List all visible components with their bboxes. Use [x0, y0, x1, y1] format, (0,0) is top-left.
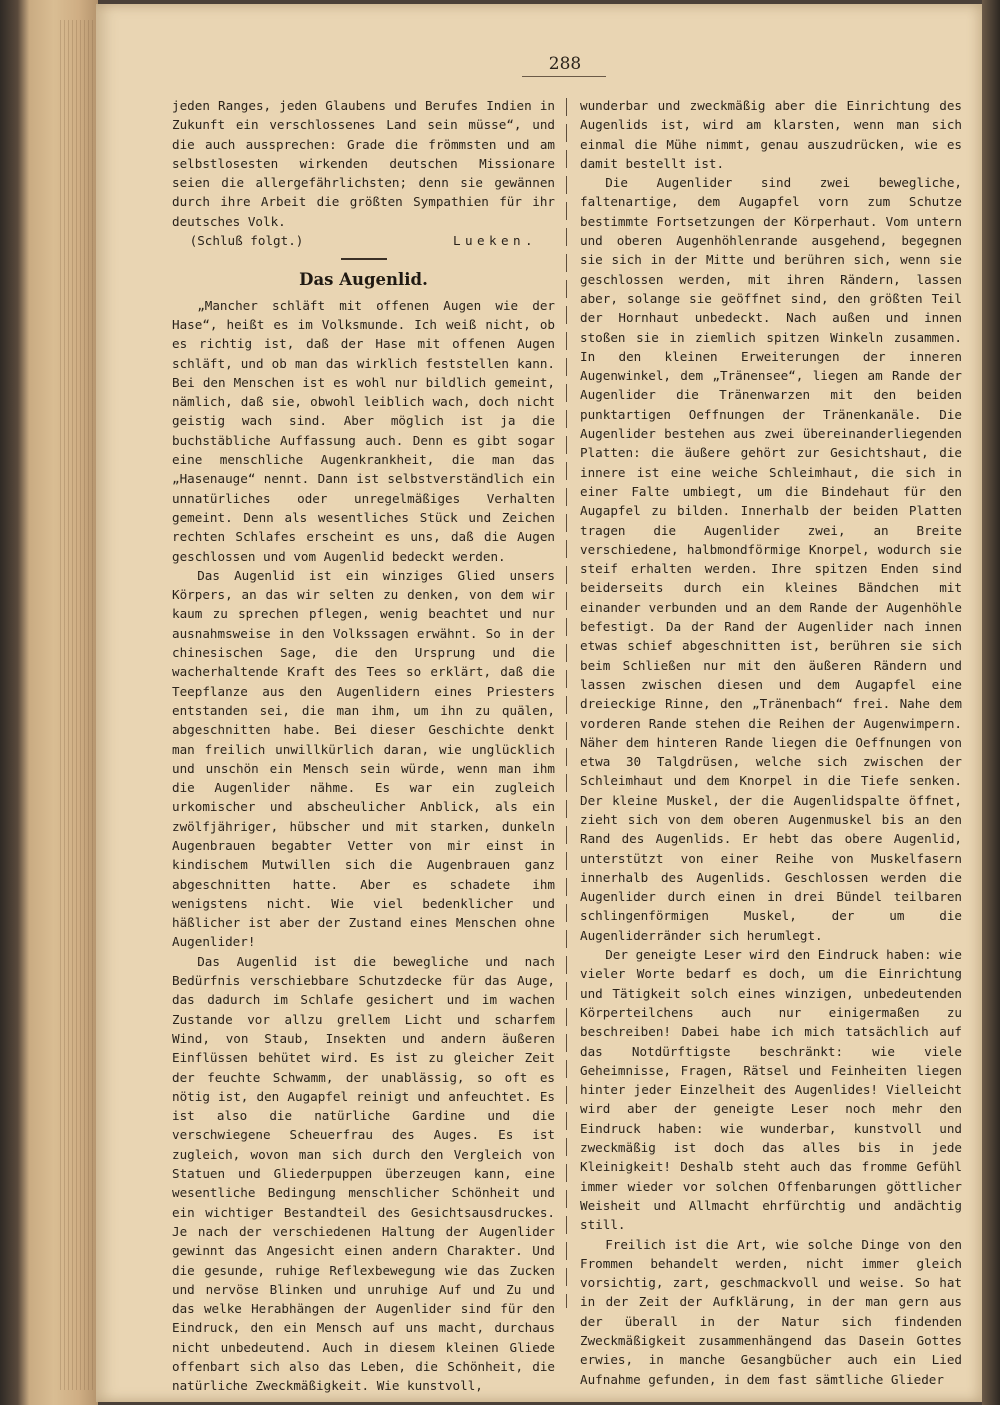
section-rule [341, 258, 387, 260]
paragraph: Die Augenlider sind zwei bewegliche, faltenartige, dem Augapfel vorn zum Schutze bestimmte Fortsetzungen der Körperhaut. Vom untern und oberen Augenhöhlenrande ausgehend, begegnen sie sich in der Mitte und berühren sich, wenn sie geschlossen werden, mit ihren Rändern, lassen aber, solange sie geöffnet sind, den größten Teil der Hornhaut unbedeckt. Nach außen und innen stoßen sie in ziemlich spitzen Winkeln zusammen. In den kleinen Erweiterungen der inneren Augenwinkel, dem „Tränensee“, liegen am Rande der Augenlider die Tränenwarzen mit den beiden punktartigen Oeffnungen der Tränenkanäle. Die Augenlider bestehen aus zwei übereinanderliegenden Platten: die äußere gehört zur Gesichtshaut, die innere ist eine weiche Schleimhaut, die sich in einer Falte umbiegt, um die Bindehaut für den Augapfel zu bilden. Innerhalb der beiden Platten tragen die Augenlider zwei, an Breite verschiedene, halbmondförmige Knorpel, wodurch sie steif erhalten werden. Ihre spitzen Enden sind beiderseits durch ein kleines Bändchen mit einander verbunden und an dem Rande der Augenhöhle befestigt. Da der Rand der Augenlider nach innen etwas schief abgeschnitten ist, berühren sie sich beim Schließen nur mit den äußeren Rändern und lassen zwischen diesen und dem Augapfel eine dreieckige Rinne, den „Tränenbach“ frei. Nahe dem vorderen Rande stehen die Reihen der Augenwimpern. Näher dem hinteren Rande liegen die Oeffnungen von etwa 30 Talgdrüsen, welche sich zwischen der Schleimhaut und dem Knorpel in die Tiefe senken. Der kleine Muskel, der die Augenlidspalte öffnet, zieht sich von dem oberen Augenmuskel bis an den Rand des Augenlids. Er hebt das obere Augenlid, unterstützt von einer Reihe von Muskelfasern innerhalb des Augenlids. Geschlossen werden die Augenlider durch einen in drei Bündel teilbaren schlingenförmigen Muskel, der um die Augenliderränder sich herumlegt. [580, 175, 962, 943]
right-column [580, 96, 962, 1389]
page-number: 288 [548, 54, 582, 74]
book-binding-edge [982, 0, 1000, 1405]
author-name: Lueken. [453, 233, 537, 249]
column-divider [566, 98, 567, 1308]
paragraph: „Mancher schläft mit offenen Augen wie der Hase“, heißt es im Volksmunde. Ich weiß nicht, ob es richtig ist, daß der Hase mit offenen Augen schläft, und ob man das wirklich feststellen kann. Bei den Menschen ist es wohl nur bildlich gemeint, nämlich, daß sie, obwohl leiblich wach, doch nicht geistig wach sind. Aber möglich ist ja die buchstäbliche Auffassung auch. Denn es gibt sogar eine menschliche Augenkrankheit, die man das „Hasenauge“ nennt. Dann ist selbstverständlich ein unnatürliches oder unregelmäßiges Verhalten gemeint. Denn als wesentliches Stück und Zeichen rechten Schlafes erscheint es uns, daß die Augen geschlossen und vom Augenlid bedeckt werden. [172, 297, 555, 564]
left-column [172, 96, 555, 1396]
continuation-note: (Schluß folgt.) [189, 233, 304, 249]
previous-article-signature [172, 231, 555, 250]
paragraph: Das Augenlid ist die bewegliche und nach Bedürfnis verschiebbare Schutzdecke für das Auge, das dadurch im Schlafe gesichert und im wachen Zustande vor allzu grellem Licht und scharfem Wind, von Staub, Insekten und andern äußeren Einflüssen behütet wird. Es ist zu gleicher Zeit der feuchte Schwamm, der unablässig, so oft es nötig ist, den Augapfel reinigt und anfeuchtet. Es ist also die natürliche Gardine und die verschwiegene Scheuerfrau des Auges. Es ist zugleich, wovon man sich durch den Vergleich von Statuen und Gliederpuppen überzeugen kann, eine wesentliche Bedingung menschlicher Schönheit und ein wichtiger Bestandteil des Gesichtsausdruckes. Je nach der verschiedenen Haltung der Augenlider gewinnt das Angesicht einen andern Charakter. Und die gesunde, ruhige Reflexbewegung wie das Zucken und nervöse Blinken und unruhige Auf und Zu und das welke Herabhängen der Augenlider sind für den Eindruck, den ein Mensch auf uns macht, durchaus nicht unbedeutend. Auch in diesem kleinen Gliede offenbart sich also das Leben, die Schönheit, die natürliche Zweckmäßigkeit. Wie kunstvoll, [172, 953, 555, 1394]
paragraph: Das Augenlid ist ein winziges Glied unsers Körpers, an das wir selten zu denken, von dem wir kaum zu sprechen pflegen, wenig beachtet und nur ausnahmsweise in den Volkssagen erwähnt. So in der chinesischen Sage, die den Ursprung und die wacherhaltende Kraft des Tees so erklärt, daß die Teepflanze aus den Augenlidern eines Priesters entstanden sei, die man ihm, um ihn zu quälen, abgeschnitten habe. Bei dieser Geschichte denkt man freilich unwillkürlich daran, wie unglücklich und unschön ein Mensch sein würde, wenn man ihm die Augenlider nähme. Es war ein zugleich urkomischer und abscheulicher Anblick, als ein zwölfjähriger, hübscher und mit starken, dunkeln Augenbrauen begabter Vetter von mir einst in kindischem Mutwillen sich die Augenbrauen ganz abgeschnitten hatte. Aber es schadete ihm wenigstens nicht. Wie viel bedenklicher und häßlicher ist aber der Zustand eines Menschen ohne Augenlider! [172, 567, 555, 950]
paragraph: Der geneigte Leser wird den Eindruck haben: wie vieler Worte bedarf es doch, um die Einrichtung und Tätigkeit solch eines winzigen, unbedeutenden Körperteilchens auch nur einigermaßen zu beschreiben! Dabei habe ich mich tatsächlich auf das Notdürftigste beschränkt: wie viele Geheimnisse, Fragen, Rätsel und Feinheiten liegen hinter jeder Einzelheit des Augenlides! Vielleicht wird aber der geneigte Leser noch mehr den Eindruck haben: wie wunderbar, kunstvoll und zweckmäßig ist doch das alles bis in jede Kleinigkeit! Deshalb steht auch das fromme Gefühl immer wieder vor solchen Offenbarungen göttlicher Weisheit und Allmacht ehrfürchtig und andächtig still. [580, 947, 962, 1233]
page-edges [60, 20, 98, 1390]
page-number-rule [522, 76, 606, 77]
paragraph: Freilich ist die Art, wie solche Dinge von den Frommen behandelt werden, nicht immer gleich vorsichtig, zart, geschmackvoll und weise. So hat in der Zeit der Aufklärung, in der man gern aus der überall in der Natur sich findenden Zweckmäßigkeit zusammenhängend das Dasein Gottes erwies, in manche Gesangbücher auch ein Lied Aufnahme gefunden, in dem fast sämtliche Glieder [580, 1236, 962, 1387]
paragraph: wunderbar und zweckmäßig aber die Einrichtung des Augenlids ist, wird am klarsten, wenn man sich einmal die Mühe nimmt, genau auszudrücken, wie es damit bestellt ist. [580, 98, 962, 171]
previous-article-ending: jeden Ranges, jeden Glaubens und Berufes Indien in Zukunft ein verschlossenes Land sein müsse“, und die auch aussprechen: Grade die frömmsten und am selbstlosesten wirkenden deutschen Missionare seien die allergefährlichsten; denn sie gewännen durch ihre Arbeit die größten Sympathien für ihr deutsches Volk. [172, 98, 555, 229]
article-heading: Das Augenlid. [299, 270, 428, 290]
